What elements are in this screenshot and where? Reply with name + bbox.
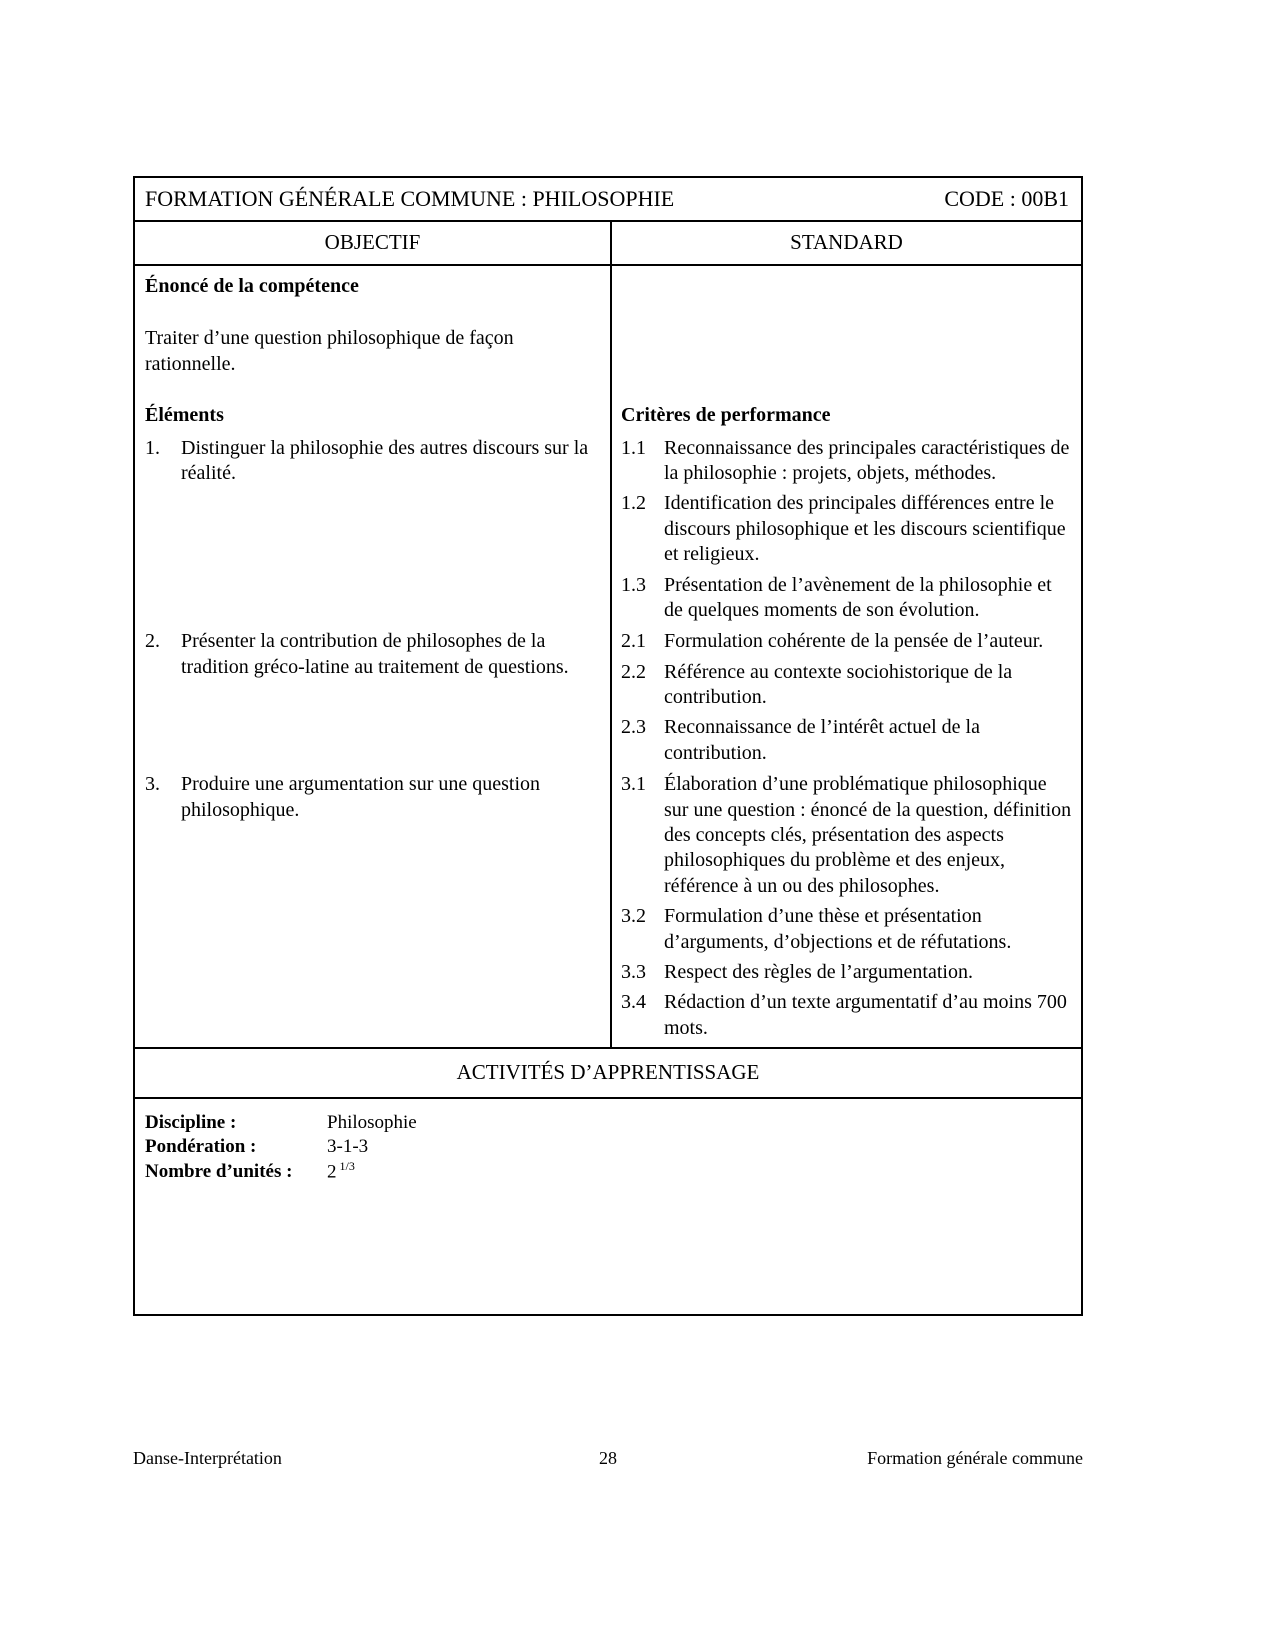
activites-heading: ACTIVITÉS D’APPRENTISSAGE bbox=[135, 1047, 1081, 1099]
criterion-text: Formulation cohérente de la pensée de l’auteur. bbox=[664, 630, 1044, 653]
criterion-2-3 bbox=[621, 715, 1073, 766]
criteria-group-2 bbox=[610, 629, 1081, 772]
unites-whole: 2 bbox=[327, 1161, 337, 1183]
unites-row bbox=[145, 1160, 1071, 1185]
program-title: FORMATION GÉNÉRALE COMMUNE : PHILOSOPHIE bbox=[145, 186, 675, 211]
criterion-text: Respect des règles de l’argumentation. bbox=[664, 960, 973, 983]
criterion-number: 1.2 bbox=[621, 492, 646, 515]
enonce-heading: Énoncé de la compétence bbox=[145, 275, 359, 297]
objectif-column-header: OBJECTIF bbox=[324, 230, 421, 254]
criterion-number: 3.3 bbox=[621, 960, 646, 983]
criterion-1-2 bbox=[621, 491, 1073, 567]
criterion-text: Formulation d’une thèse et présentation d’arguments, d’objections et de réfutations. bbox=[664, 905, 1012, 953]
unites-value bbox=[327, 1160, 1071, 1185]
discipline-value: Philosophie bbox=[327, 1112, 417, 1134]
criterion-3-3 bbox=[621, 960, 1073, 985]
criterion-1-1 bbox=[621, 436, 1073, 487]
criterion-number: 3.4 bbox=[621, 991, 646, 1014]
enonce-text: Traiter d’une question philosophique de façon rationnelle. bbox=[145, 327, 514, 375]
elements-heading: Éléments bbox=[145, 404, 224, 427]
column-headers-row bbox=[135, 222, 1081, 266]
criterion-number: 2.3 bbox=[621, 716, 646, 739]
criterion-text: Référence au contexte sociohistorique de la contribution. bbox=[664, 660, 1013, 709]
element-1-cell bbox=[135, 436, 610, 630]
criterion-2-2 bbox=[621, 660, 1073, 711]
footer-page-number: 28 bbox=[599, 1448, 617, 1468]
table-title-row bbox=[135, 178, 1081, 222]
discipline-row bbox=[145, 1111, 1071, 1135]
criterion-number: 3.2 bbox=[621, 905, 646, 928]
enonce-cell bbox=[135, 266, 610, 403]
element-text: Distinguer la philosophie des autres discours sur la réalité. bbox=[181, 436, 589, 484]
ponderation-label: Pondération : bbox=[145, 1136, 257, 1158]
criterion-number: 2.2 bbox=[621, 660, 646, 683]
criteres-heading: Critères de performance bbox=[610, 403, 1081, 435]
criterion-3-4 bbox=[621, 990, 1073, 1041]
criteria-group-3 bbox=[610, 772, 1081, 1047]
criterion-3-2 bbox=[621, 904, 1073, 955]
element-item-2 bbox=[145, 629, 594, 680]
element-text: Présenter la contribution de philosophes de la tradition gréco-latine au traitement de questions. bbox=[181, 630, 569, 678]
footer-section: Formation générale commune bbox=[867, 1448, 1083, 1468]
element-number: 1. bbox=[145, 436, 160, 459]
course-code: CODE : 00B1 bbox=[944, 186, 1069, 211]
ponderation-row bbox=[145, 1135, 1071, 1159]
criterion-text: Reconnaissance de l’intérêt actuel de la contribution. bbox=[664, 716, 980, 764]
criterion-text: Reconnaissance des principales caractéristiques de la philosophie : projets, objets, méthodes. bbox=[664, 436, 1070, 484]
criterion-number: 1.3 bbox=[621, 573, 646, 596]
element-number: 2. bbox=[145, 630, 160, 653]
criterion-1-3 bbox=[621, 573, 1073, 624]
element-2-cell bbox=[135, 629, 610, 772]
ponderation-value: 3-1-3 bbox=[327, 1136, 369, 1158]
footer-program: Danse-Interprétation bbox=[133, 1448, 282, 1468]
unites-fraction: 1/3 bbox=[339, 1158, 355, 1173]
criterion-2-1 bbox=[621, 629, 1073, 654]
page-footer bbox=[133, 1448, 1083, 1474]
unites-label: Nombre d’unités : bbox=[145, 1160, 293, 1182]
criterion-text: Rédaction d’un texte argumentatif d’au moins 700 mots. bbox=[664, 991, 1067, 1039]
element-item-3 bbox=[145, 772, 594, 823]
competency-table bbox=[133, 176, 1083, 1316]
activites-body bbox=[135, 1099, 1081, 1314]
element-3-cell bbox=[135, 772, 610, 1047]
table-body bbox=[135, 266, 1081, 1047]
element-number: 3. bbox=[145, 773, 160, 796]
standard-empty-cell bbox=[610, 266, 1081, 403]
element-text: Produire une argumentation sur une question philosophique. bbox=[181, 773, 541, 821]
criterion-text: Présentation de l’avènement de la philosophie et de quelques moments de son évolution. bbox=[664, 573, 1052, 621]
discipline-label: Discipline : bbox=[145, 1112, 237, 1134]
criterion-text: Élaboration d’une problématique philosophique sur une question : énoncé de la question, définition des concepts clés, présentation des aspects philosophiques du problème et des enjeux, référence à un ou des philosophes. bbox=[664, 773, 1072, 897]
criterion-3-1 bbox=[621, 772, 1073, 899]
standard-column-header: STANDARD bbox=[610, 222, 1081, 264]
criterion-text: Identification des principales différences entre le discours philosophique et les discours scientifique et religieux. bbox=[664, 492, 1066, 566]
element-item-1 bbox=[145, 436, 594, 487]
criteria-group-1 bbox=[610, 436, 1081, 630]
criterion-number: 3.1 bbox=[621, 773, 646, 796]
criterion-number: 1.1 bbox=[621, 436, 646, 459]
criterion-number: 2.1 bbox=[621, 630, 646, 653]
